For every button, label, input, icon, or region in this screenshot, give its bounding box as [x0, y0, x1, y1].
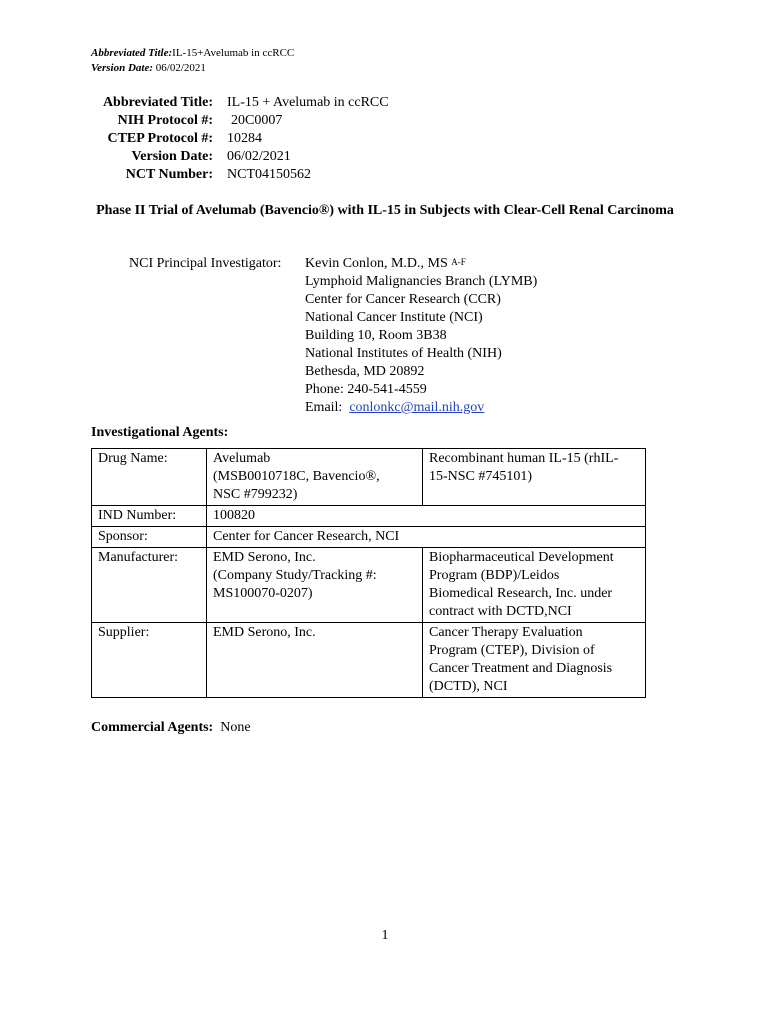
pi-line: Bethesda, MD 20892 — [305, 364, 425, 379]
investigational-agents-heading: Investigational Agents: — [91, 425, 229, 440]
meta-label: NIH Protocol #: — [117, 113, 213, 128]
table-cell: EMD Serono, Inc. (Company Study/Tracking #: MS100070-0207) — [207, 548, 423, 623]
table-cell: Center for Cancer Research, NCI — [207, 527, 646, 548]
page-number: 1 — [381, 928, 389, 943]
pi-line: Building 10, Room 3B38 — [305, 328, 447, 343]
principal-investigator — [129, 255, 537, 417]
pi-line: Phone: 240-541-4559 — [305, 382, 427, 397]
table-cell-label: Supplier: — [92, 623, 207, 698]
meta-row-nct-number — [91, 166, 389, 184]
table-cell: 100820 — [207, 506, 646, 527]
agents-table — [91, 448, 646, 698]
meta-value: 06/02/2021 — [227, 149, 291, 164]
pi-line: National Cancer Institute (NCI) — [305, 310, 483, 325]
table-row-manufacturer — [92, 548, 646, 623]
meta-value: NCT04150562 — [227, 167, 311, 182]
meta-label: Version Date: — [131, 149, 213, 164]
table-cell-label: IND Number: — [92, 506, 207, 527]
table-cell-label: Manufacturer: — [92, 548, 207, 623]
pi-superscript: A-F — [451, 257, 466, 267]
table-cell: Cancer Therapy Evaluation Program (CTEP), Division of Cancer Treatment and Diagnosis (DCTD), NCI — [423, 623, 646, 698]
document-title: Phase II Trial of Avelumab (Bavencio®) with IL-15 in Subjects with Clear-Cell Renal Carcinoma — [96, 203, 674, 218]
meta-label: CTEP Protocol #: — [107, 131, 213, 146]
pi-email-label: Email: — [305, 400, 343, 415]
table-row-drug-name — [92, 449, 646, 506]
meta-label: Abbreviated Title: — [102, 95, 213, 110]
pi-details — [305, 255, 537, 417]
meta-value: 20C0007 — [231, 113, 283, 128]
pi-label: NCI Principal Investigator: — [129, 256, 282, 271]
commercial-agents-label: Commercial Agents: — [91, 720, 214, 735]
table-row-ind-number — [92, 506, 646, 527]
header-title-label: Abbreviated Title: — [91, 47, 173, 59]
meta-value: IL-15 + Avelumab in ccRCC — [227, 95, 389, 110]
header-date-label: Version Date: — [91, 62, 154, 74]
table-cell: Biopharmaceutical Development Program (BDP)/Leidos Biomedical Research, Inc. under contract with DCTD,NCI — [423, 548, 646, 623]
pi-line: Center for Cancer Research (CCR) — [305, 292, 501, 307]
commercial-agents — [91, 719, 251, 737]
pi-line: National Institutes of Health (NIH) — [305, 346, 502, 361]
table-cell-label: Sponsor: — [92, 527, 207, 548]
protocol-meta — [91, 94, 389, 184]
table-cell: Avelumab (MSB0010718C, Bavencio®, NSC #799232) — [207, 449, 423, 506]
pi-name: Kevin Conlon, M.D., MS — [305, 256, 448, 271]
pi-email-link[interactable]: conlonkc@mail.nih.gov — [349, 400, 485, 415]
meta-row-version-date — [91, 148, 389, 166]
header-date-value: 06/02/2021 — [155, 62, 206, 74]
pi-line: Lymphoid Malignancies Branch (LYMB) — [305, 274, 538, 289]
table-cell: EMD Serono, Inc. — [207, 623, 423, 698]
running-header — [91, 46, 294, 76]
meta-row-ctep-protocol — [91, 130, 389, 148]
header-title-value: IL-15+Avelumab in ccRCC — [172, 47, 295, 59]
table-row-supplier — [92, 623, 646, 698]
table-cell-label: Drug Name: — [92, 449, 207, 506]
table-cell: Recombinant human IL-15 (rhIL- 15-NSC #745101) — [423, 449, 646, 506]
meta-value: 10284 — [227, 131, 262, 146]
commercial-agents-value: None — [220, 720, 251, 735]
meta-row-abbrev-title — [91, 94, 389, 112]
meta-label: NCT Number: — [125, 167, 213, 182]
meta-row-nih-protocol — [91, 112, 389, 130]
table-row-sponsor — [92, 527, 646, 548]
